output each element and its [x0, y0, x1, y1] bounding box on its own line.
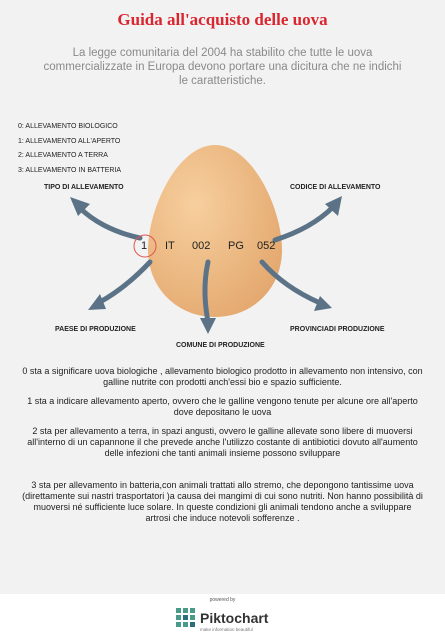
arrow-codice: [275, 207, 333, 240]
description-3: 3 sta per allevamento in batteria,con animali trattati allo stremo, che depongono tantissime uova (direttamente sui nastri trasportatori )a causa dei mangimi di cui sono nutriti. Non hanno possibilità di muoversi né sufficiente luce solare. In queste condizioni gli animali tendono anche a sviluppare artrosi che induce notevoli sofferenze .: [22, 480, 423, 523]
description-2: 2 sta per allevamento a terra, in spazi angusti, ovvero le galline allevate sono libere di muoversi all'interno di un capannone il che prevede anche l'utilizzo costante di antibiotici dovuto all'aumento delle infezioni che tanti animali insieme possono sviluppare: [27, 426, 418, 458]
label-paese: PAESE DI PRODUZIONE: [55, 326, 136, 333]
legend-item: 2: ALLEVAMENTO A TERRA: [18, 152, 108, 159]
arrowhead-comune: [200, 318, 216, 334]
label-comune: COMUNE DI PRODUZIONE: [176, 342, 265, 349]
brand-tagline: make information beautiful: [200, 627, 253, 632]
arrow-paese: [100, 262, 150, 302]
code-allevamento: 052: [257, 240, 276, 252]
description-0: 0 sta a significare uova biologiche , allevamento biologico prodotto in allevamento non intensivo, con galline nutrite con prodotti anch'essi bio e spazio sufficiente.: [22, 366, 423, 387]
label-codice: CODICE DI ALLEVAMENTO: [290, 184, 381, 191]
powered-by: powered by: [209, 597, 236, 603]
piktochart-logo-icon: [176, 608, 196, 630]
footer: [0, 594, 445, 640]
code-provincia: PG: [228, 240, 244, 252]
legend-item: 0: ALLEVAMENTO BIOLOGICO: [18, 123, 118, 130]
label-provincia: PROVINCIADI PRODUZIONE: [290, 326, 385, 333]
legend-item: 1: ALLEVAMENTO ALL'APERTO: [18, 137, 121, 145]
code-paese: IT: [165, 240, 175, 252]
page-title: Guida all'acquisto delle uova: [117, 10, 328, 29]
description-1: 1 sta a indicare allevamento aperto, ovvero che le galline vengono tenute per alcune ore all'aperto dove depositano le uova: [27, 396, 418, 417]
code-comune: 002: [192, 240, 211, 252]
brand-name[interactable]: Piktochart: [200, 610, 269, 626]
intro-text: La legge comunitaria del 2004 ha stabilito che tutte le uova commercializzate in Europa devono portare una dicitura che ne indichi le caratteristiche.: [43, 47, 402, 87]
arrow-comune: [205, 262, 208, 322]
label-tipo: TIPO DI ALLEVAMENTO: [44, 184, 124, 191]
egg-shape: [148, 145, 282, 317]
legend-item: 3: ALLEVAMENTO IN BATTERIA: [18, 166, 122, 174]
code-tipo: 1: [141, 240, 148, 252]
arrow-tipo: [80, 208, 140, 238]
